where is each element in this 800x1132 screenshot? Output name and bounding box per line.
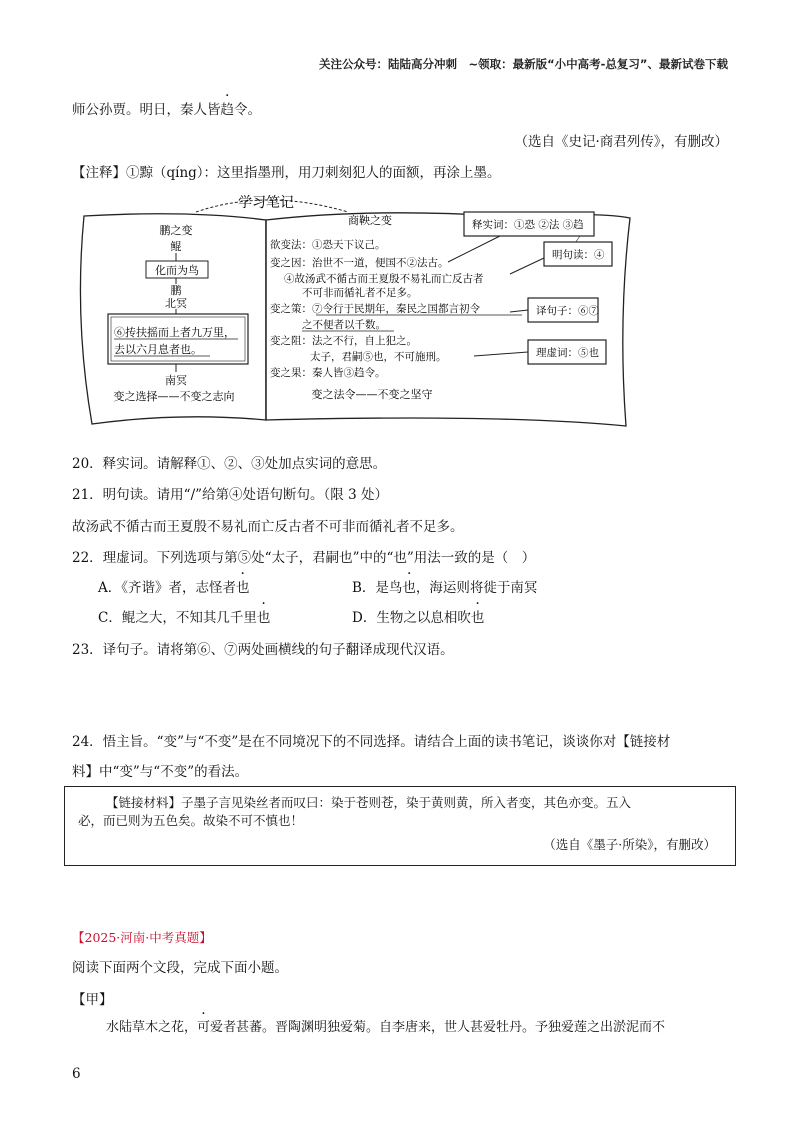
box-transform-text: 化而为鸟	[155, 264, 199, 277]
right-line-4: 不可非而循礼者不足多。	[302, 287, 418, 299]
source-citation: （选自《史记·商君列传》，有删改）	[514, 134, 728, 150]
question-20: 20．释实词。请解释①、②、③处加点实词的意思。	[72, 456, 387, 472]
right-footer: 变之法令——不变之坚守	[311, 388, 433, 401]
right-line-9: 变之果：秦人皆③趋令。	[270, 367, 386, 379]
right-line-7: 变之阻：法之不行，自上犯之。	[270, 335, 417, 347]
kun-label: 鲲	[170, 240, 182, 253]
right-line-2: 变之因：治世不一道，便国不②法古。	[270, 257, 449, 269]
question-21: 21．明句读。请用“/”给第④处语句断句。（限 3 处）	[72, 487, 388, 503]
callout-words-text: 释实词：①恐 ②法 ③趋	[472, 219, 584, 231]
exam-tag: 【2025·河南·中考真题】	[72, 930, 212, 945]
link-material-line1: 【链接材料】子墨子言见染丝者而叹曰：染于苍则苍，染于黄则黄，所入者变，其色亦变。五入	[106, 795, 632, 810]
option-b[interactable]: B．是鸟也，海运则将徙于南冥	[352, 580, 538, 596]
link-material-line2: 必，而已则为五色矣。故染不可不慎也！	[78, 813, 304, 828]
diagram-title: 学习笔记	[238, 195, 294, 211]
callout-function-word-text: 理虚词：⑤也	[536, 347, 599, 359]
question-21-sentence: 故汤武不循古而王夏殷不易礼而亡反古者不可非而循礼者不足多。	[72, 519, 464, 535]
callout-punctuation-text: 明句读：④	[552, 249, 605, 261]
right-heading: 商鞅之变	[348, 214, 392, 227]
right-line-3: ④故汤武不循古而王夏殷不易礼而亡反古者	[284, 273, 484, 285]
north-label: 北冥	[165, 297, 187, 310]
annotation: 【注释】①黥（qíng）：这里指墨刑，用刀刺刻犯人的面额，再涂上墨。	[72, 165, 501, 181]
question-24-line2: 料】中“变”与“不变”的看法。	[72, 764, 249, 780]
page-number: 6	[72, 1066, 81, 1082]
box-quote-line2: 去以六月息者也。	[114, 343, 202, 356]
left-heading: 鹏之变	[159, 224, 193, 237]
callout-translate-text: 译句子：⑥⑦	[536, 305, 599, 317]
box-quote-line1: ⑥抟扶摇而上者九万里，	[114, 326, 235, 339]
page-header: 关注公众号：陆陆高分冲刺 ~领取：最新版“小中高考-总复习”、最新试卷下载	[318, 57, 728, 71]
option-a[interactable]: A．《齐谐》者，志怪者也	[98, 580, 250, 596]
right-line-5: 变之策：⑦令行于民期年，秦民之国都言初令	[270, 303, 480, 315]
peng-label: 鹏	[170, 284, 182, 297]
section-jia: 【甲】	[72, 992, 113, 1008]
link-material-source: （选自《墨子·所染》，有删改）	[543, 837, 716, 852]
south-label: 南冥	[165, 374, 187, 387]
study-notes-diagram	[70, 190, 710, 442]
right-line-6: 之不便者以千数。	[302, 319, 386, 331]
right-line-8: 太子，君嗣⑤也，不可施刑。	[310, 351, 447, 363]
question-23: 23．译句子。请将第⑥、⑦两处画横线的句子翻译成现代汉语。	[72, 642, 454, 658]
left-footer: 变之选择——不变之志向	[113, 390, 235, 403]
option-c[interactable]: C．鲲之大，不知其几千里也	[98, 610, 271, 626]
text-line-1: 师公孙贾。明日，秦人皆趋令。	[72, 102, 261, 118]
question-24-line1: 24．悟主旨。“变”与“不变”是在不同境况下的不同选择。请结合上面的读书笔记，谈谈你对【链接材	[72, 734, 671, 750]
jia-text-line1: 水陆草木之花，可爱者甚蕃。晋陶渊明独爱菊。自李唐来，世人甚爱牡丹。予独爱莲之出淤泥而不	[106, 1020, 666, 1035]
question-22: 22．理虚词。下列选项与第⑤处“太子，君嗣也”中的“也”用法一致的是（ ）	[72, 550, 536, 566]
right-line-1: 欲变法：①恐天下议己。	[270, 239, 386, 251]
instruction: 阅读下面两个文段，完成下面小题。	[72, 960, 288, 976]
option-d[interactable]: D．生物之以息相吹也	[352, 610, 485, 626]
